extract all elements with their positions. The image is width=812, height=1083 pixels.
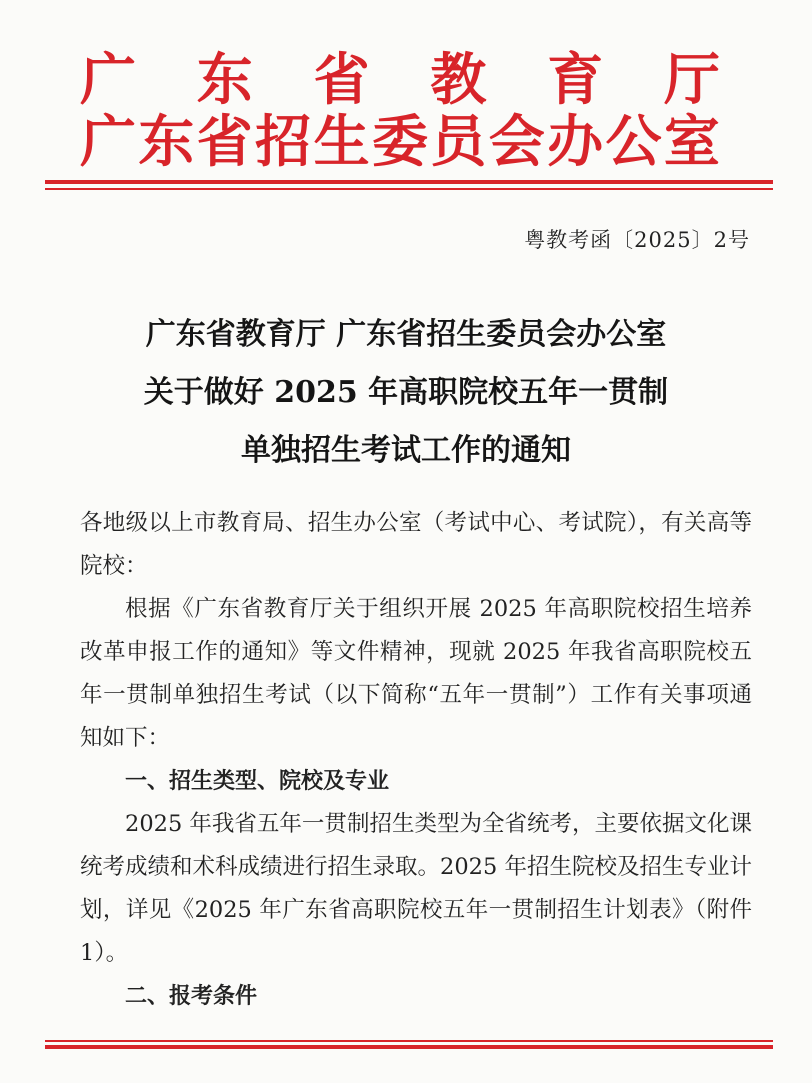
- letterhead-char: 厅: [663, 47, 720, 113]
- letterhead-char: 办: [547, 109, 604, 175]
- footer-divider-thin: [45, 1040, 773, 1042]
- letterhead-char: 室: [663, 109, 720, 175]
- document-number: 粤教考函〔2025〕2号: [524, 228, 750, 252]
- letterhead-line-2: [80, 110, 720, 174]
- letterhead-char: 委: [371, 109, 428, 175]
- letterhead-char: 育: [547, 47, 604, 113]
- document-body: [80, 502, 752, 1018]
- letterhead-char: 教: [430, 47, 487, 113]
- title-line-1: 广东省教育厅 广东省招生委员会办公室: [145, 317, 667, 352]
- letterhead-char: 员: [430, 109, 487, 175]
- letterhead-divider-thin: [45, 188, 773, 190]
- intro-paragraph: 根据《广东省教育厅关于组织开展 2025 年高职院校招生培养改革申报工作的通知》等文件精神，现就 2025 年我省高职院校五年一贯制单独招生考试（以下简称“五年一贯制”）工作有关事项通知如下：: [80, 596, 752, 751]
- letterhead-char: 广: [80, 109, 136, 175]
- title-line-3: 单独招生考试工作的通知: [241, 433, 571, 468]
- letterhead-char: 省: [196, 109, 253, 175]
- letterhead-char: 省: [313, 47, 370, 113]
- letterhead-char: 招: [255, 109, 312, 175]
- footer-divider-thick: [45, 1045, 773, 1049]
- letterhead-char: 广: [80, 47, 136, 113]
- letterhead-line-1: [80, 48, 720, 112]
- addressee: 各地级以上市教育局、招生办公室（考试中心、考试院），有关高等院校：: [80, 510, 752, 579]
- letterhead-divider-thick: [45, 180, 773, 184]
- letterhead-char: 会: [488, 109, 545, 175]
- letterhead-char: 公: [605, 109, 662, 175]
- section-1-paragraph: 2025 年我省五年一贯制招生类型为全省统考，主要依据文化课统考成绩和术科成绩进行招生录取。2025 年招生院校及招生专业计划，详见《2025 年广东省高职院校五年一贯制招生计划表》（附件 1）。: [80, 811, 752, 966]
- section-2-heading: 二、报考条件: [125, 984, 258, 1009]
- letterhead-char: 东: [196, 47, 253, 113]
- title-line-2: 关于做好 2025 年高职院校五年一贯制: [143, 375, 669, 410]
- letterhead-char: 生: [313, 109, 370, 175]
- letterhead-char: 东: [138, 109, 195, 175]
- section-1-heading: 一、招生类型、院校及专业: [125, 769, 390, 794]
- document-title: [0, 306, 812, 480]
